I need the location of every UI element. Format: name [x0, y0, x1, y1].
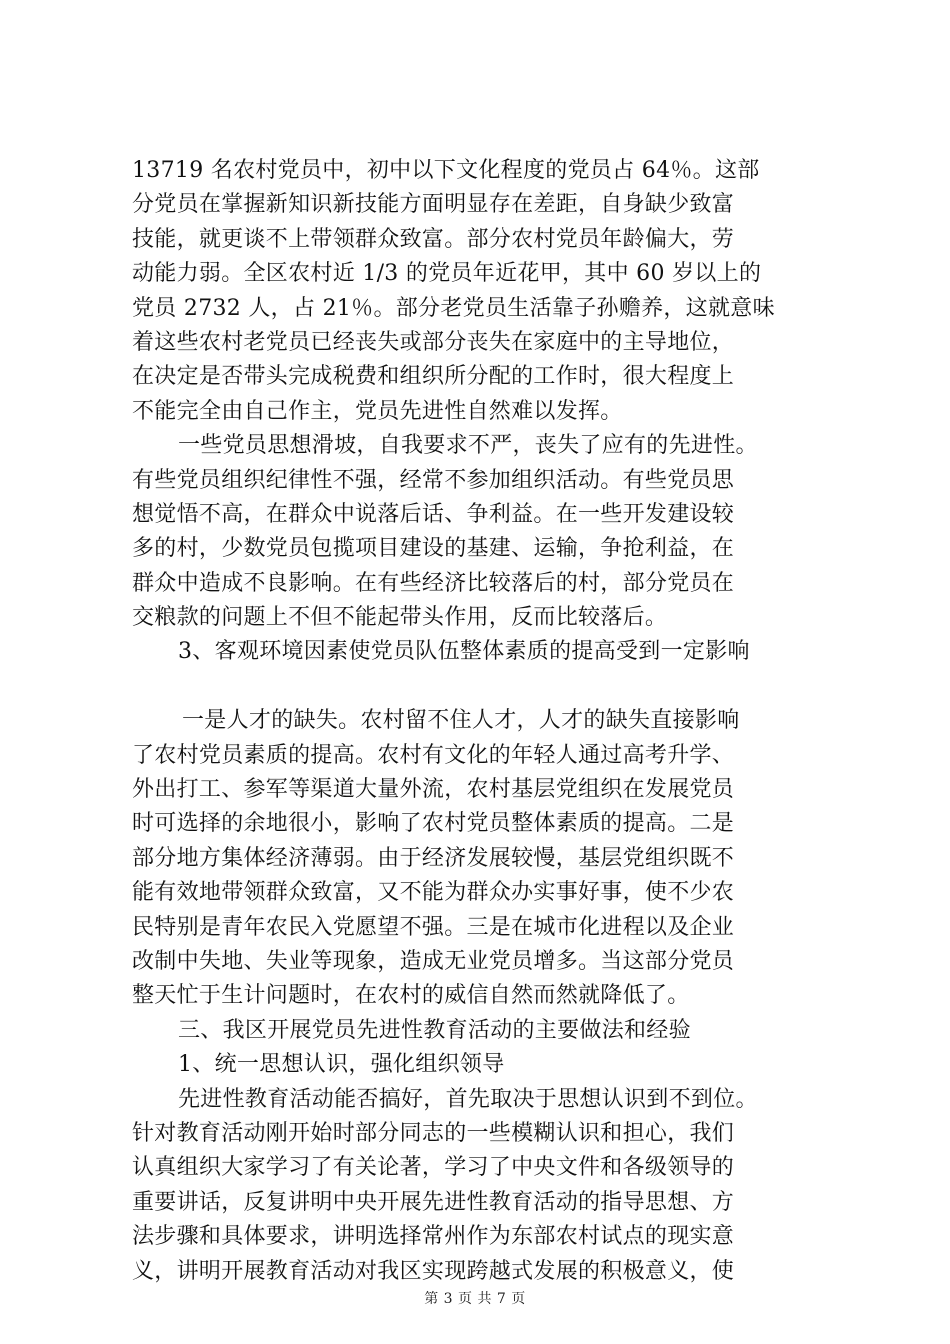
document-body [132, 154, 832, 1289]
text-line: 在决定是否带头完成税费和组织所分配的工作时，很大程度上 [132, 364, 735, 390]
text-line: 多的村，少数党员包揽项目建设的基建、运输，争抢利益，在 [132, 536, 735, 562]
text-line: 党员 2732 人，占 21％。部分老党员生活靠子孙赡养，这就意味 [132, 295, 775, 321]
text-line: 想觉悟不高，在群众中说落后话、争利益。在一些开发建设较 [132, 501, 735, 527]
paragraph-start-line: 一是人才的缺失。农村留不住人才，人才的缺失直接影响 [182, 708, 740, 734]
text-line: 群众中造成不良影响。在有些经济比较落后的村，部分党员在 [132, 570, 735, 596]
text-line: 针对教育活动刚开始时部分同志的一些模糊认识和担心，我们 [132, 1120, 735, 1146]
section-heading: 3、客观环境因素使党员队伍整体素质的提高受到一定影响 [178, 639, 750, 665]
text-line: 时可选择的余地很小，影响了农村党员整体素质的提高。二是 [132, 811, 735, 837]
paragraph-start-line: 先进性教育活动能否搞好，首先取决于思想认识到不到位。 [178, 1086, 758, 1112]
text-line: 交粮款的问题上不但不能起带头作用，反而比较落后。 [132, 605, 668, 631]
text-line: 动能力弱。全区农村近 1/3 的党员年近花甲，其中 60 岁以上的 [132, 261, 762, 287]
text-line: 有些党员组织纪律性不强，经常不参加组织活动。有些党员思 [132, 467, 735, 493]
text-line: 了农村党员素质的提高。农村有文化的年轻人通过高考升学、 [132, 742, 735, 768]
page-footer: 第 3 页 共 7 页 [424, 1291, 526, 1307]
text-line: 民特别是青年农民入党愿望不强。三是在城市化进程以及企业 [132, 914, 735, 940]
text-line: 整天忙于生计问题时，在农村的威信自然而然就降低了。 [132, 983, 690, 1009]
text-line: 部分地方集体经济薄弱。由于经济发展较慢，基层党组织既不 [132, 845, 735, 871]
text-line: 分党员在掌握新知识新技能方面明显存在差距，自身缺少致富 [132, 192, 735, 218]
section-heading: 三、我区开展党员先进性教育活动的主要做法和经验 [178, 1017, 691, 1043]
text-line: 技能，就更谈不上带领群众致富。部分农村党员年龄偏大，劳 [132, 226, 735, 252]
blank-line [132, 670, 832, 704]
text-line: 外出打工、参军等渠道大量外流，农村基层党组织在发展党员 [132, 777, 735, 803]
text-line: 改制中失地、失业等现象，造成无业党员增多。当这部分党员 [132, 948, 735, 974]
text-line: 不能完全由自己作主，党员先进性自然难以发挥。 [132, 398, 623, 424]
text-line: 义，讲明开展教育活动对我区实现跨越式发展的积极意义，使 [132, 1258, 735, 1284]
text-line: 能有效地带领群众致富，又不能为群众办实事好事，使不少农 [132, 880, 735, 906]
text-line: 着这些农村老党员已经丧失或部分丧失在家庭中的主导地位， [132, 329, 735, 355]
text-line: 法步骤和具体要求，讲明选择常州作为东部农村试点的现实意 [132, 1224, 735, 1250]
text-line: 认真组织大家学习了有关论著，学习了中央文件和各级领导的 [132, 1155, 735, 1181]
text-line: 重要讲话，反复讲明中央开展先进性教育活动的指导思想、方 [132, 1189, 735, 1215]
subsection-heading: 1、统一思想认识，强化组织领导 [178, 1052, 505, 1078]
text-line: 13719 名农村党员中，初中以下文化程度的党员占 64％。这部 [132, 158, 760, 183]
paragraph-start-line: 一些党员思想滑坡，自我要求不严，丧失了应有的先进性。 [178, 433, 758, 459]
